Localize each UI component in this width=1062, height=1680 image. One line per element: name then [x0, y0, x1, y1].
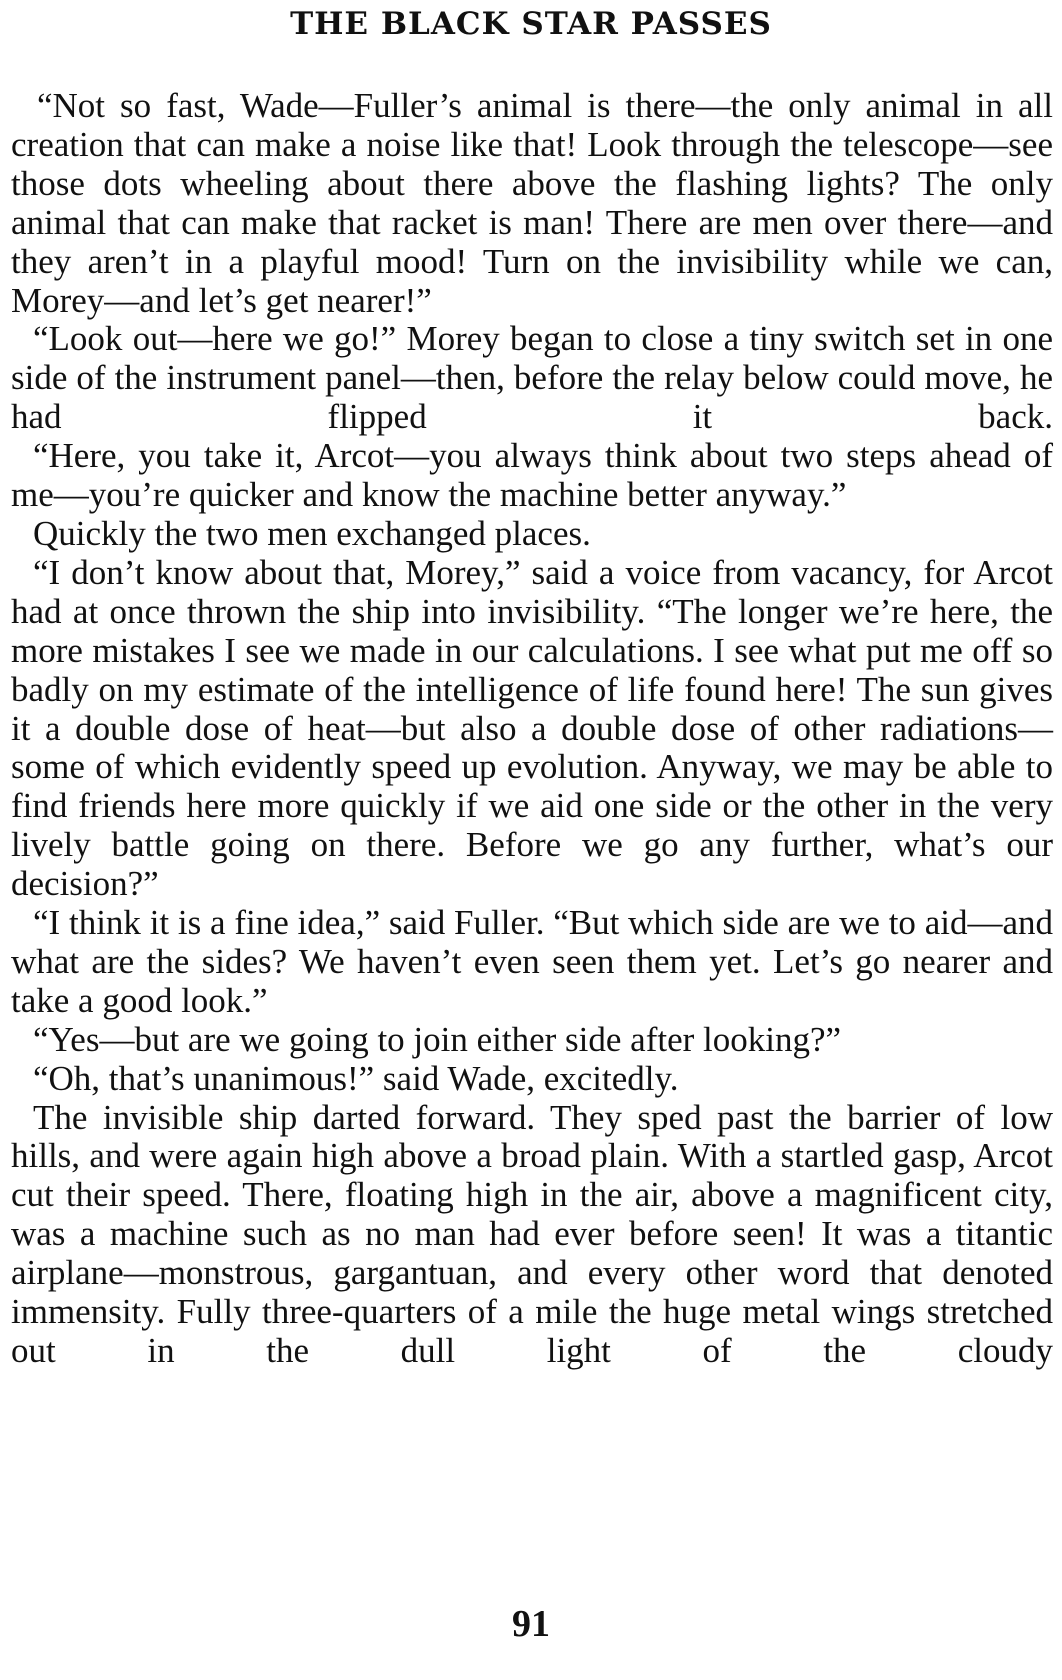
- paragraph: The invisible ship darted forward. They sped past the barrier of low hills, and were again high above a broad plain. With a startled gasp, Arcot cut their speed. There, floating high in the air, above a magnificent city, was a machine such as no man had ever before seen! It was a titantic airplane—monstrous, gargantuan, and every other word that denoted immensity. Fully three-quarters of a mile the huge metal wings stretched out in the dull light of the cloudy: [11, 1097, 1053, 1370]
- paragraph: “I think it is a fine idea,” said Fuller. “But which side are we to aid—and what are the sides? We haven’t even seen them yet. Let’s go nearer and take a good look.”: [11, 903, 1053, 1020]
- paragraph: “I don’t know about that, Morey,” said a voice from vacancy, for Arcot had at once thrown the ship into invisibility. “The longer we’re here, the more mistakes I see we made in our calculations. I see what put me off so badly on my estimate of the intelligence of life found here! The sun gives it a double dose of heat—but also a double dose of other radiations—some of which evidently speed up evolution. Anyway, we may be able to find friends here more quickly if we aid one side or the other in the very lively battle going on there. Before we go any further, what’s our decision?”: [11, 552, 1053, 904]
- paragraph: “Not so fast, Wade—Fuller’s animal is there—the only animal in all creation that can make a noise like that! Look through the telescope—see those dots wheeling about there above the flashing lights? The only animal that can make that racket is man! There are men over there—and they aren’t in a playful mood! Turn on the invisibility while we can, Morey—and let’s get nearer!”: [11, 86, 1053, 320]
- paragraph: “Look out—here we go!” Morey began to close a tiny switch set in one side of the instrument panel—then, before the relay below could move, he had flipped it back.: [11, 319, 1053, 437]
- paragraph: “Yes—but are we going to join either side after looking?”: [33, 1019, 842, 1059]
- running-head: THE BLACK STAR PASSES: [290, 6, 772, 42]
- paragraph: “Here, you take it, Arcot—you always think about two steps ahead of me—you’re quicker and know the machine better anyway.”: [11, 436, 1053, 515]
- page-number: 91: [512, 1603, 550, 1645]
- paragraph: Quickly the two men exchanged places.: [33, 513, 591, 553]
- body-text: [11, 87, 1053, 1371]
- paragraph: “Oh, that’s unanimous!” said Wade, excitedly.: [33, 1058, 679, 1098]
